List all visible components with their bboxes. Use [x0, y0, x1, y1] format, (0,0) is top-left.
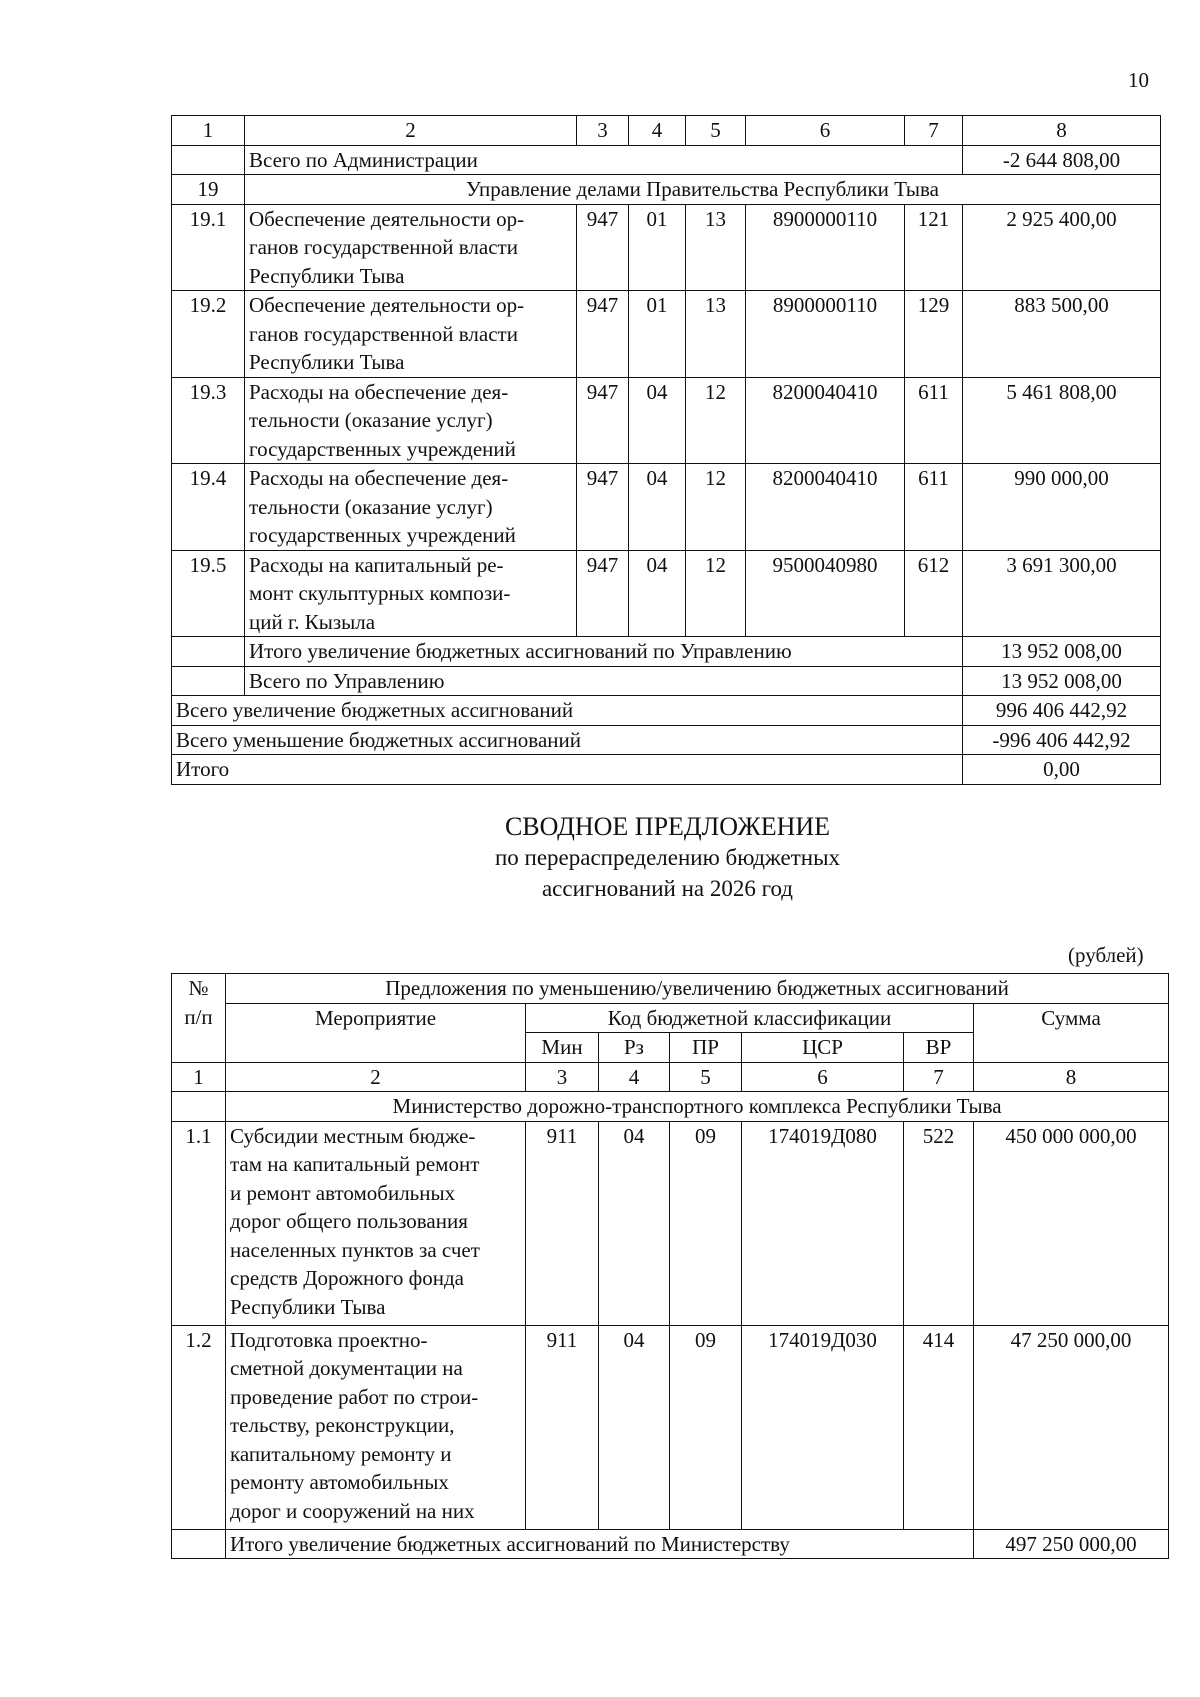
row-number: 19.5: [172, 550, 245, 637]
row-name: Субсидии местным бюдже- там на капитальный ремонт и ремонт автомобильных дорог общего пользования населенных пунктов за счет средств Дорожного фонда Республики Тыва: [226, 1121, 526, 1325]
itogo-ministry-row: [172, 1529, 1169, 1559]
title-line-3: ассигнований на 2026 год: [541, 876, 794, 901]
budget-table-continuation: [171, 115, 1161, 785]
col-min-header: Мин: [526, 1033, 599, 1063]
col-group-header: Предложения по уменьшению/увеличению бюджетных ассигнований: [226, 974, 1169, 1004]
row-rz: 04: [629, 550, 686, 637]
units-label: (рублей): [1068, 943, 1144, 967]
col-num-5: 5: [686, 116, 746, 146]
vsego-upravlenie-row: [172, 666, 1161, 696]
col-num-3: 3: [577, 116, 629, 146]
row-number: 1.1: [172, 1121, 226, 1325]
row-rz: 01: [629, 291, 686, 378]
row-min: 947: [577, 204, 629, 291]
row-csr: 8200040410: [746, 464, 905, 551]
row-name: Обеспечение деятельности ор- ганов государственной власти Республики Тыва: [245, 204, 577, 291]
col-num-1: 1: [172, 1062, 226, 1092]
row-rz: 04: [599, 1121, 670, 1325]
admin-total-row: [172, 145, 1161, 175]
column-number-row: [172, 1062, 1169, 1092]
row-vr: 611: [905, 377, 963, 464]
row-csr: 8900000110: [746, 204, 905, 291]
admin-total-sum: -2 644 808,00: [963, 145, 1161, 175]
row-pr: 13: [686, 291, 746, 378]
row-rz: 01: [629, 204, 686, 291]
col-num-2: 2: [226, 1062, 526, 1092]
col-number-header: № п/п: [172, 974, 226, 1063]
row-name: Расходы на обеспечение дея- тельности (оказание услуг) государственных учреждений: [245, 377, 577, 464]
row-pr: 12: [686, 464, 746, 551]
itogo-upravlenie-row: [172, 637, 1161, 667]
row-sum: 883 500,00: [963, 291, 1161, 378]
budget-reallocation-table: [171, 973, 1169, 1559]
row-sum: 2 925 400,00: [963, 204, 1161, 291]
admin-total-label: Всего по Администрации: [245, 145, 963, 175]
row-pr: 12: [686, 550, 746, 637]
row-vr: 121: [905, 204, 963, 291]
col-num-7: 7: [904, 1062, 974, 1092]
row-sum: 990 000,00: [963, 464, 1161, 551]
row-sum: 3 691 300,00: [963, 550, 1161, 637]
row-min: 911: [526, 1325, 599, 1529]
row-min: 947: [577, 377, 629, 464]
col-num-4: 4: [629, 116, 686, 146]
table-row: [172, 204, 1161, 291]
ministry-title: Министерство дорожно-транспортного комплекса Республики Тыва: [226, 1092, 1169, 1122]
document-title: [0, 812, 1200, 904]
col-num-8: 8: [963, 116, 1161, 146]
row-vr: 522: [904, 1121, 974, 1325]
row-pr: 09: [670, 1325, 742, 1529]
row-csr: 8200040410: [746, 377, 905, 464]
col-num-7: 7: [905, 116, 963, 146]
row-number: 19.1: [172, 204, 245, 291]
row-pr: 13: [686, 204, 746, 291]
itogo-upravlenie-sum: 13 952 008,00: [963, 637, 1161, 667]
table-row: [172, 1325, 1169, 1529]
itogo-ministry-sum: 497 250 000,00: [974, 1529, 1169, 1559]
vsego-upravlenie-sum: 13 952 008,00: [963, 666, 1161, 696]
vsego-upravlenie-label: Всего по Управлению: [245, 666, 963, 696]
section-row: [172, 175, 1161, 205]
page-number: 10: [1128, 68, 1149, 92]
total-decrease-sum: -996 406 442,92: [963, 725, 1161, 755]
col-sum-header: Сумма: [974, 1003, 1169, 1062]
row-min: 947: [577, 464, 629, 551]
col-pr-header: ПР: [670, 1033, 742, 1063]
col-num-8: 8: [974, 1062, 1169, 1092]
row-rz: 04: [629, 464, 686, 551]
title-line-2: по перераспределению бюджетных: [494, 845, 841, 870]
row-number: 19.2: [172, 291, 245, 378]
itogo-upravlenie-label: Итого увеличение бюджетных ассигнований по Управлению: [245, 637, 963, 667]
total-increase-label: Всего увеличение бюджетных ассигнований: [172, 696, 963, 726]
row-min: 947: [577, 550, 629, 637]
row-vr: 612: [905, 550, 963, 637]
header-row-1: [172, 974, 1169, 1004]
col-code-header: Код бюджетной классификации: [526, 1003, 974, 1033]
row-rz: 04: [599, 1325, 670, 1529]
col-num-1: 1: [172, 116, 245, 146]
row-csr: 174019Д080: [742, 1121, 904, 1325]
row-number: 19.4: [172, 464, 245, 551]
title-main: СВОДНОЕ ПРЕДЛОЖЕНИЕ: [504, 812, 831, 841]
col-num-2: 2: [245, 116, 577, 146]
total-increase-row: [172, 696, 1161, 726]
table-row: [172, 377, 1161, 464]
row-csr: 8900000110: [746, 291, 905, 378]
col-num-6: 6: [742, 1062, 904, 1092]
total-decrease-label: Всего уменьшение бюджетных ассигнований: [172, 725, 963, 755]
row-csr: 9500040980: [746, 550, 905, 637]
total-decrease-row: [172, 725, 1161, 755]
table-row: [172, 1121, 1169, 1325]
row-min: 947: [577, 291, 629, 378]
col-num-3: 3: [526, 1062, 599, 1092]
header-row-2: [172, 1003, 1169, 1033]
col-num-4: 4: [599, 1062, 670, 1092]
table-row: [172, 550, 1161, 637]
row-name: Расходы на обеспечение дея- тельности (оказание услуг) государственных учреждений: [245, 464, 577, 551]
row-min: 911: [526, 1121, 599, 1325]
row-vr: 414: [904, 1325, 974, 1529]
row-number: 1.2: [172, 1325, 226, 1529]
row-vr: 611: [905, 464, 963, 551]
row-vr: 129: [905, 291, 963, 378]
row-name: Подготовка проектно- сметной документации на проведение работ по строи- тельству, реконструкции, капитальному ремонту и ремонту автомобильных дорог и сооружений на них: [226, 1325, 526, 1529]
column-number-row: [172, 116, 1161, 146]
row-rz: 04: [629, 377, 686, 464]
row-sum: 450 000 000,00: [974, 1121, 1169, 1325]
col-vr-header: ВР: [904, 1033, 974, 1063]
section-title: Управление делами Правительства Республики Тыва: [245, 175, 1161, 205]
row-sum: 5 461 808,00: [963, 377, 1161, 464]
row-name: Расходы на капитальный ре- монт скульптурных компози- ций г. Кызыла: [245, 550, 577, 637]
row-number: 19.3: [172, 377, 245, 464]
row-pr: 09: [670, 1121, 742, 1325]
col-event-header: Мероприятие: [226, 1003, 526, 1062]
row-pr: 12: [686, 377, 746, 464]
ministry-row: [172, 1092, 1169, 1122]
col-num-6: 6: [746, 116, 905, 146]
itogo-ministry-label: Итого увеличение бюджетных ассигнований по Министерству: [226, 1529, 974, 1559]
table-row: [172, 291, 1161, 378]
row-sum: 47 250 000,00: [974, 1325, 1169, 1529]
grand-total-row: [172, 755, 1161, 785]
col-rz-header: Рз: [599, 1033, 670, 1063]
grand-total-sum: 0,00: [963, 755, 1161, 785]
col-num-5: 5: [670, 1062, 742, 1092]
table-row: [172, 464, 1161, 551]
col-csr-header: ЦСР: [742, 1033, 904, 1063]
section-number: 19: [172, 175, 245, 205]
row-csr: 174019Д030: [742, 1325, 904, 1529]
grand-total-label: Итого: [172, 755, 963, 785]
row-name: Обеспечение деятельности ор- ганов государственной власти Республики Тыва: [245, 291, 577, 378]
total-increase-sum: 996 406 442,92: [963, 696, 1161, 726]
